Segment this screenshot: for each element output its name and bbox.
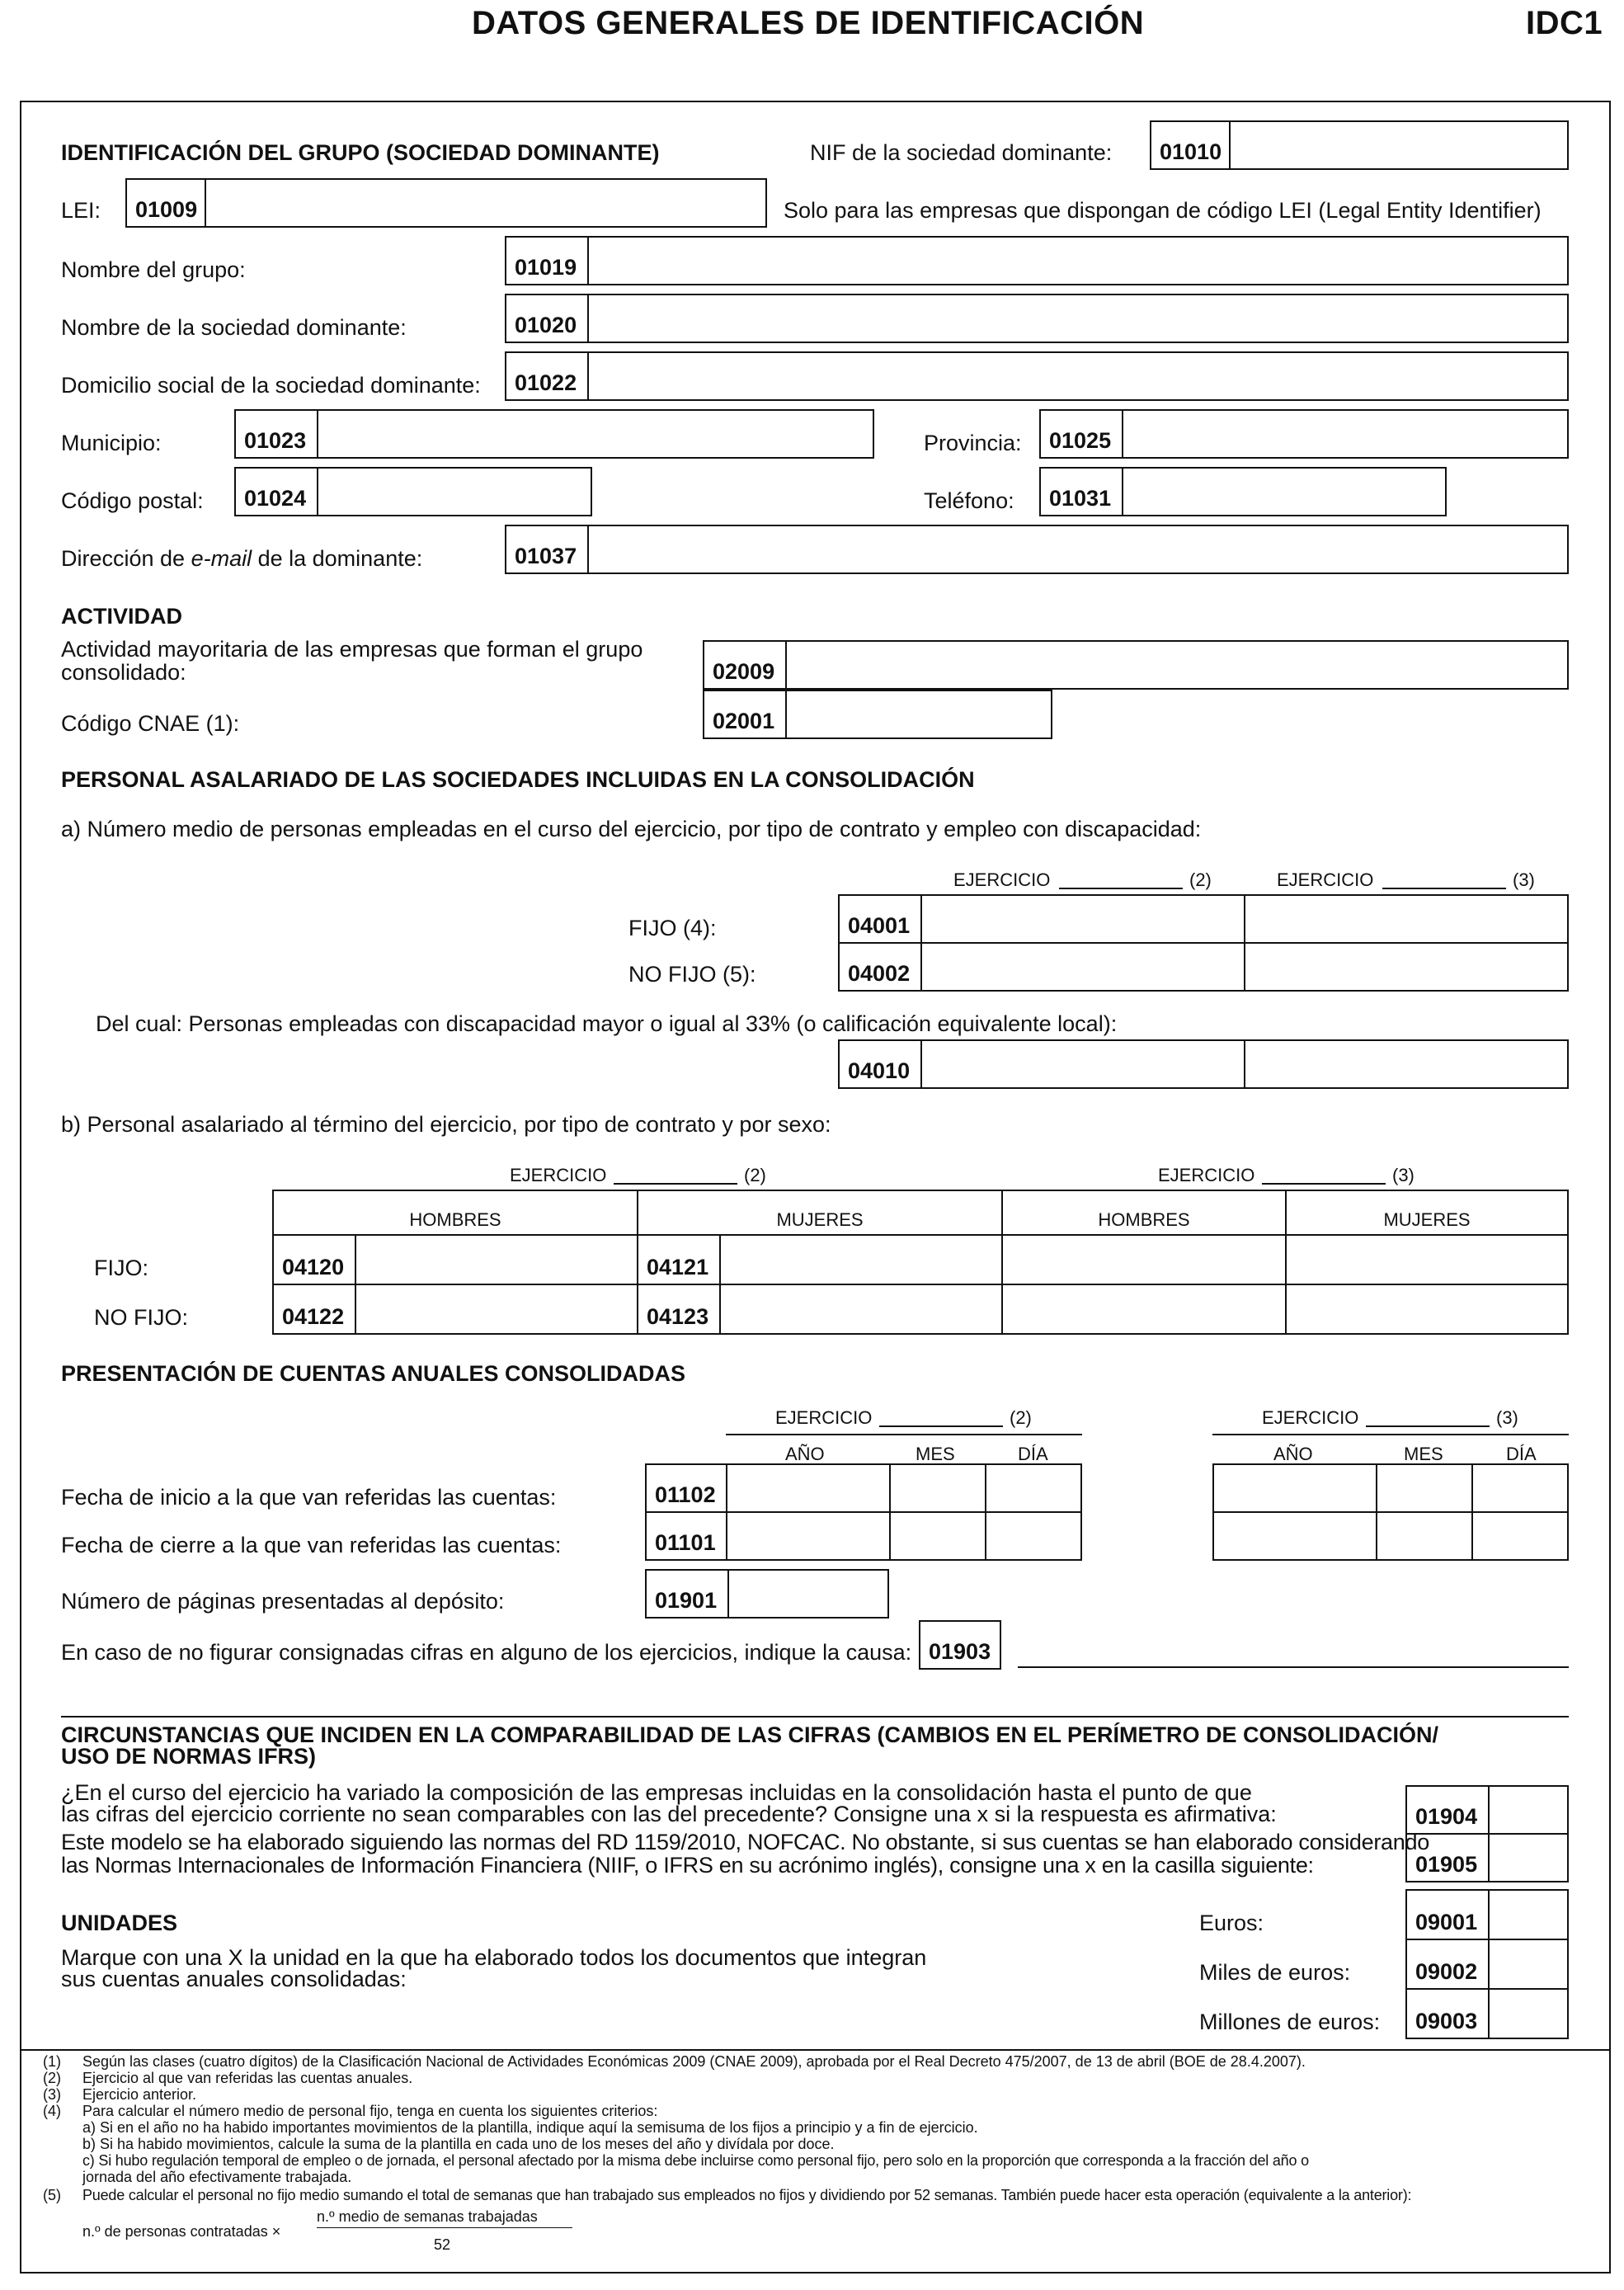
fijo-ej3-cell[interactable] — [1244, 894, 1569, 944]
footnote-2-num: (2) — [43, 2070, 61, 2086]
footnote-5: Puede calcular el personal no fijo medio sumando el total de semanas que han trabajado sus empleados no fijos y dividiendo por 52 semanas. También puede hacer esta operación (equivalente a la anterior): — [82, 2187, 1412, 2203]
cierre-ej2-dia[interactable] — [985, 1511, 1082, 1561]
footnote-3: Ejercicio anterior. — [82, 2086, 197, 2103]
municipio-field[interactable] — [234, 409, 874, 459]
domicilio-label: Domicilio social de la sociedad dominante: — [61, 373, 481, 398]
millones-label: Millones de euros: — [1199, 2010, 1381, 2034]
b-fijo-mujeres-ej2[interactable]: 04121 — [637, 1234, 1003, 1285]
inicio-ej2-ano[interactable] — [726, 1463, 891, 1513]
cnae-label: Código CNAE (1): — [61, 711, 240, 736]
a-ejercicio-3-line — [1382, 888, 1506, 889]
provincia-label: Provincia: — [924, 431, 1022, 455]
personal-a-label: a) Número medio de personas empleadas en el curso del ejercicio, por tipo de contrato y empleo con discapacidad: — [61, 817, 1202, 841]
b-fijo-mujeres-ej3[interactable] — [1285, 1234, 1569, 1285]
cnae-code: 02001 — [704, 691, 787, 737]
page-title: DATOS GENERALES DE IDENTIFICACIÓN — [472, 5, 1145, 41]
provincia-field[interactable] — [1039, 409, 1569, 459]
a-ejercicio-3-label: EJERCICIO — [1277, 869, 1374, 890]
p3-dia: DÍA — [1506, 1444, 1537, 1464]
formula-fraction-bar — [317, 2227, 572, 2228]
causa-field[interactable] — [919, 1620, 1001, 1670]
b-fijo-hombres-ej2[interactable]: 04120 — [272, 1234, 638, 1285]
section-unidades: UNIDADES — [61, 1911, 178, 1935]
formula-left: n.º de personas contratadas × — [82, 2223, 281, 2240]
discap-ej2-cell[interactable] — [920, 1039, 1245, 1089]
email-field[interactable] — [505, 525, 1569, 574]
nofijo-code-cell: 04002 — [838, 942, 922, 992]
cierre-ej2-mes[interactable] — [889, 1511, 986, 1561]
footnote-4: Para calcular el número medio de personal fijo, tenga en cuenta los siguientes criterios: — [82, 2103, 658, 2119]
inicio-ej3-ano[interactable] — [1212, 1463, 1377, 1513]
p3-mes: MES — [1404, 1444, 1443, 1464]
q2-line1: Este modelo se ha elaborado siguiendo las normas del RD 1159/2010, NOFCAC. No obstante, si sus cuentas se han elaborado considerando — [61, 1830, 1429, 1854]
section-circunstancias-1: CIRCUNSTANCIAS QUE INCIDEN EN LA COMPARABILIDAD DE LAS CIFRAS (CAMBIOS EN EL PERÍMETRO DE CONSOLIDACIÓN/ — [61, 1722, 1439, 1747]
nombre-grupo-field[interactable] — [505, 236, 1569, 285]
formula-numerator: n.º medio de semanas trabajadas — [317, 2208, 538, 2225]
inicio-ej3-dia[interactable] — [1471, 1463, 1569, 1513]
form-code: IDC1 — [1526, 5, 1603, 41]
municipio-code: 01023 — [236, 411, 318, 457]
cp-label: Código postal: — [61, 488, 204, 513]
b-hombres-ej3-header: HOMBRES — [1001, 1190, 1287, 1236]
nif-field[interactable] — [1150, 120, 1569, 170]
nombre-grupo-label: Nombre del grupo: — [61, 257, 246, 282]
miles-label: Miles de euros: — [1199, 1960, 1351, 1985]
discapacidad-label: Del cual: Personas empleadas con discapacidad mayor o igual al 33% (o calificación equivalente local): — [96, 1011, 1118, 1036]
footnote-1: Según las clases (cuatro dígitos) de la Clasificación Nacional de Actividades Económicas 2009 (CNAE 2009), aprobada por el Real Decreto 475/2007, de 13 de abril (BOE de 28.4.2007). — [82, 2053, 1306, 2070]
provincia-code: 01025 — [1041, 411, 1123, 457]
footnote-3-num: (3) — [43, 2086, 61, 2103]
euros-code-cell: 09001 — [1405, 1889, 1490, 1940]
domicilio-field[interactable] — [505, 351, 1569, 401]
actividad-mayoritaria-code: 02009 — [704, 642, 787, 688]
section-divider — [61, 1716, 1569, 1718]
fijo-label: FIJO (4): — [628, 916, 717, 940]
p-ej3-underline — [1212, 1434, 1569, 1435]
a-ejercicio-3-note: (3) — [1513, 869, 1535, 890]
fijo-ej2-cell[interactable] — [920, 894, 1245, 944]
b-ejercicio-2-line — [614, 1183, 737, 1185]
b-ejercicio-3-line — [1262, 1183, 1386, 1185]
millones-code-cell: 09003 — [1405, 1988, 1490, 2039]
p-ejercicio-2-label: EJERCICIO — [775, 1407, 873, 1428]
q1-line2: las cifras del ejercicio corriente no sean comparables con las del precedente? Consigne una x si la respuesta es afirmativa: — [61, 1802, 1277, 1826]
footnote-4c-2: jornada del año efectivamente trabajada. — [82, 2169, 352, 2185]
b-nofijo-hombres-ej2[interactable]: 04122 — [272, 1284, 638, 1335]
nombre-dominante-code: 01020 — [506, 295, 589, 342]
section-identificacion: IDENTIFICACIÓN DEL GRUPO (SOCIEDAD DOMINANTE) — [61, 140, 660, 165]
q2-line2: las Normas Internacionales de Información Financiera (NIIF, o IFRS en su acrónimo inglés), consigne una x en la casilla siguiente: — [61, 1853, 1314, 1878]
nombre-grupo-code: 01019 — [506, 238, 589, 284]
b-ejercicio-2-label: EJERCICIO — [510, 1165, 607, 1185]
q2-checkbox[interactable] — [1488, 1833, 1569, 1882]
b-mujeres-ej3-header: MUJERES — [1285, 1190, 1569, 1236]
miles-checkbox[interactable] — [1488, 1939, 1569, 1990]
nofijo-ej2-cell[interactable] — [920, 942, 1245, 992]
paginas-label: Número de páginas presentadas al depósito: — [61, 1589, 505, 1614]
fijo-code-cell: 04001 — [838, 894, 922, 944]
p-ejercicio-3-label: EJERCICIO — [1262, 1407, 1359, 1428]
p-ejercicio-2-note: (2) — [1010, 1407, 1032, 1428]
p3-ano: AÑO — [1273, 1444, 1313, 1464]
causa-label: En caso de no figurar consignadas cifras en alguno de los ejercicios, indique la causa: — [61, 1640, 912, 1665]
inicio-code-cell: 01102 — [645, 1463, 727, 1513]
footnote-4c-1: c) Si hubo regulación temporal de empleo o de jornada, el personal afectado por la misma debe incluirse como personal fijo, pero solo en la proporción que corresponda a la fracción del año o — [82, 2152, 1309, 2169]
paginas-code: 01901 — [647, 1571, 729, 1617]
footnote-4-num: (4) — [43, 2103, 61, 2119]
cierre-ej2-ano[interactable] — [726, 1511, 891, 1561]
nofijo-ej3-cell[interactable] — [1244, 942, 1569, 992]
b-hombres-ej2-header: HOMBRES — [272, 1190, 638, 1236]
actividad-mayoritaria-field[interactable] — [703, 640, 1569, 690]
causa-line[interactable] — [1018, 1666, 1569, 1668]
lei-label: LEI: — [61, 198, 101, 223]
p-ej2-underline — [726, 1434, 1082, 1435]
b-ejercicio-3-label: EJERCICIO — [1158, 1165, 1255, 1185]
footnote-5-num: (5) — [43, 2187, 61, 2203]
footnote-4a: a) Si en el año no ha habido importantes movimientos de la plantilla, indique aquí la semisuma de los fijos a principio y a fin de ejercicio. — [82, 2119, 978, 2136]
b-nofijo-mujeres-ej3[interactable] — [1285, 1284, 1569, 1335]
email-label: Dirección de e-mail de la dominante: — [61, 546, 423, 571]
cnae-field[interactable] — [703, 690, 1052, 739]
lei-code: 01009 — [127, 180, 206, 226]
nif-label: NIF de la sociedad dominante: — [810, 140, 1113, 165]
inicio-ej3-mes[interactable] — [1376, 1463, 1473, 1513]
footnote-divider — [20, 2049, 1611, 2051]
b-ejercicio-2-note: (2) — [744, 1165, 766, 1185]
b-nofijo-mujeres-ej2[interactable]: 04123 — [637, 1284, 1003, 1335]
footnote-4b: b) Si ha habido movimientos, calcule la suma de la plantilla en cada uno de los meses del año y divídala por doce. — [82, 2136, 835, 2152]
unidades-text-1: Marque con una X la unidad en la que ha elaborado todos los documentos que integran — [61, 1945, 927, 1970]
nif-code: 01010 — [1151, 122, 1231, 168]
inicio-ej2-dia[interactable] — [985, 1463, 1082, 1513]
b-ejercicio-3-note: (3) — [1392, 1165, 1415, 1185]
q1-line1: ¿En el curso del ejercicio ha variado la composición de las empresas incluidas en la consolidación hasta el punto de que — [61, 1780, 1252, 1805]
p2-dia: DÍA — [1018, 1444, 1048, 1464]
q1-code-cell: 01904 — [1405, 1785, 1490, 1835]
nofijo-label: NO FIJO (5): — [628, 962, 756, 987]
actividad-mayoritaria-label-1: Actividad mayoritaria de las empresas que forman el grupo — [61, 637, 643, 662]
p-ejercicio-3-line — [1366, 1425, 1490, 1427]
p2-mes: MES — [916, 1444, 955, 1464]
p2-ano: AÑO — [785, 1444, 825, 1464]
inicio-ej2-mes[interactable] — [889, 1463, 986, 1513]
personal-b-label: b) Personal asalariado al término del ejercicio, por tipo de contrato y por sexo: — [61, 1112, 831, 1137]
discap-code-cell: 04010 — [838, 1039, 922, 1089]
b-nofijo-label: NO FIJO: — [94, 1305, 188, 1330]
lei-field[interactable] — [125, 178, 767, 228]
section-presentacion: PRESENTACIÓN DE CUENTAS ANUALES CONSOLIDADAS — [61, 1361, 686, 1386]
inicio-label: Fecha de inicio a la que van referidas las cuentas: — [61, 1485, 557, 1510]
q1-checkbox[interactable] — [1488, 1785, 1569, 1835]
section-actividad: ACTIVIDAD — [61, 604, 182, 629]
cierre-ej3-ano[interactable] — [1212, 1511, 1377, 1561]
causa-code: 01903 — [929, 1639, 991, 1664]
actividad-mayoritaria-label-2: consolidado: — [61, 660, 186, 685]
cierre-ej3-dia[interactable] — [1471, 1511, 1569, 1561]
cp-code: 01024 — [236, 469, 318, 515]
formula-denominator: 52 — [434, 2236, 451, 2253]
euros-label: Euros: — [1199, 1911, 1264, 1935]
miles-code-cell: 09002 — [1405, 1939, 1490, 1990]
euros-checkbox[interactable] — [1488, 1889, 1569, 1940]
nombre-dominante-label: Nombre de la sociedad dominante: — [61, 315, 407, 340]
section-personal: PERSONAL ASALARIADO DE LAS SOCIEDADES INCLUIDAS EN LA CONSOLIDACIÓN — [61, 767, 975, 792]
a-ejercicio-2-note: (2) — [1189, 869, 1212, 890]
footnote-2: Ejercicio al que van referidas las cuentas anuales. — [82, 2070, 413, 2086]
b-fijo-hombres-ej3[interactable] — [1001, 1234, 1287, 1285]
a-ejercicio-2-label: EJERCICIO — [953, 869, 1051, 890]
telefono-code: 01031 — [1041, 469, 1123, 515]
footnote-1-num: (1) — [43, 2053, 61, 2070]
domicilio-code: 01022 — [506, 353, 589, 399]
telefono-label: Teléfono: — [924, 488, 1014, 513]
p-ejercicio-2-line — [879, 1425, 1003, 1427]
a-ejercicio-2-line — [1059, 888, 1183, 889]
unidades-text-2: sus cuentas anuales consolidadas: — [61, 1967, 407, 1991]
b-mujeres-ej2-header: MUJERES — [637, 1190, 1003, 1236]
cierre-code-cell: 01101 — [645, 1511, 727, 1561]
b-nofijo-hombres-ej3[interactable] — [1001, 1284, 1287, 1335]
lei-note: Solo para las empresas que dispongan de código LEI (Legal Entity Identifier) — [784, 198, 1542, 223]
email-code: 01037 — [506, 526, 589, 572]
municipio-label: Municipio: — [61, 431, 162, 455]
p-ejercicio-3-note: (3) — [1496, 1407, 1518, 1428]
millones-checkbox[interactable] — [1488, 1988, 1569, 2039]
cp-field[interactable] — [234, 467, 592, 516]
discap-ej3-cell[interactable] — [1244, 1039, 1569, 1089]
paginas-field[interactable] — [645, 1569, 889, 1619]
nombre-dominante-field[interactable] — [505, 294, 1569, 343]
cierre-label: Fecha de cierre a la que van referidas las cuentas: — [61, 1533, 562, 1557]
b-fijo-label: FIJO: — [94, 1256, 148, 1280]
q2-code-cell: 01905 — [1405, 1833, 1490, 1882]
telefono-field[interactable] — [1039, 467, 1447, 516]
cierre-ej3-mes[interactable] — [1376, 1511, 1473, 1561]
section-circunstancias-2: USO DE NORMAS IFRS) — [61, 1744, 317, 1769]
